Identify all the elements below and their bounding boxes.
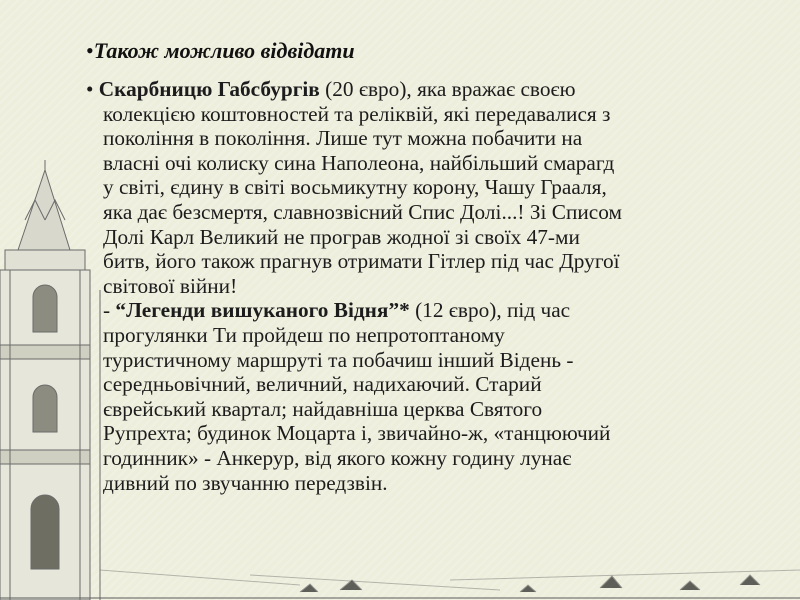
legends-title: “Легенди вишуканого Відня”* bbox=[115, 298, 410, 323]
paragraph-legends bbox=[86, 298, 776, 495]
p2-line-0: (12 євро), під час bbox=[409, 298, 571, 323]
ground-sketch bbox=[0, 530, 800, 600]
p2-line-4: єврейський квартал; найдавніша церква Святого bbox=[103, 396, 543, 421]
treasury-title: Скарбницю Габсбургів bbox=[98, 77, 320, 101]
p2-line-7: дивний по звучанню передзвін. bbox=[103, 470, 388, 495]
p1-line-6: Долі Карл Великий не програв жодної зі своїх 47-ми bbox=[103, 224, 580, 249]
p1-line-2: покоління в покоління. Лише тут можна побачити на bbox=[103, 126, 583, 151]
p1-line-8: світової війни! bbox=[103, 273, 238, 298]
heading-bullet: • bbox=[86, 38, 94, 63]
p1-line-0: (20 євро), яка вражає своєю bbox=[319, 77, 576, 101]
p2-line-5: Рупрехта; будинок Моцарта і, звичайно-ж, «танцюючий bbox=[103, 421, 611, 446]
p2-line-2: туристичному маршруті та побачиш інший Відень - bbox=[103, 347, 574, 372]
p2-line-3: середньовічний, величний, надихаючий. Старий bbox=[103, 372, 542, 397]
p2-line-1: прогулянки Ти пройдеш по непротоптаному bbox=[103, 322, 505, 347]
paragraph-bullet: • bbox=[86, 77, 94, 101]
p1-line-5: яка дає безсмертя, славнозвісний Спис Долі...! Зі Списом bbox=[103, 199, 622, 224]
body-text bbox=[86, 77, 776, 495]
p2-line-6: годинник» - Анкерур, від якого кожну годину лунає bbox=[103, 445, 572, 470]
p1-line-1: колекцією коштовностей та реліквій, які передавалися з bbox=[103, 101, 611, 126]
p1-line-4: у світі, єдину в світі восьмикутну корону, Чашу Грааля, bbox=[103, 175, 607, 200]
paragraph-treasury bbox=[86, 77, 776, 298]
slide-heading bbox=[86, 38, 606, 64]
heading-text: Також можливо відвідати bbox=[93, 38, 355, 63]
p2-prefix: - bbox=[103, 298, 116, 323]
p1-line-3: власні очі колиску сина Наполеона, найбільший смарагд bbox=[103, 150, 615, 175]
p1-line-7: битв, його також прагнув отримати Гітлер під час Другої bbox=[103, 249, 620, 274]
